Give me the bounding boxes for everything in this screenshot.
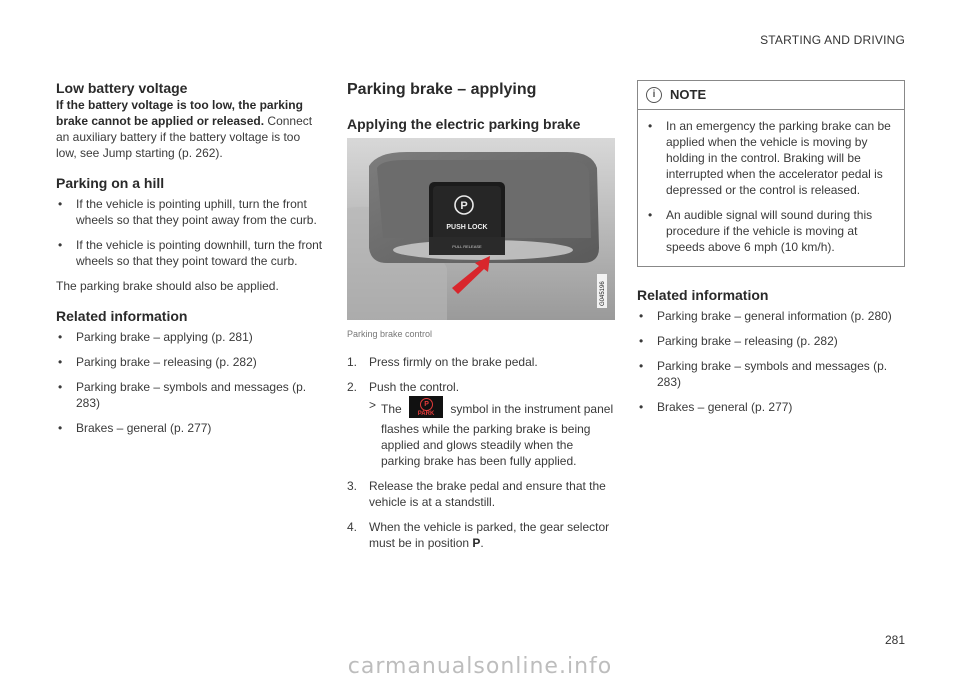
list-item: • If the vehicle is pointing downhill, turn the front wheels so that they point toward the curb. [56, 237, 324, 269]
step-text: Release the brake pedal and ensure that the vehicle is at a standstill. [369, 479, 606, 509]
list-item: • Parking brake – releasing (p. 282) [637, 333, 905, 349]
step-item [347, 354, 615, 370]
section-subtitle: Applying the electric parking brake [347, 116, 581, 132]
section-title: Parking brake – applying [347, 81, 537, 98]
parking-brake-figure [347, 138, 615, 320]
note-header [638, 81, 904, 110]
gear-position: P [472, 536, 481, 550]
step-end: . [480, 536, 484, 550]
low-battery-bold: If the battery voltage is too low, the parking brake cannot be applied or released. [56, 98, 303, 128]
step-text: Push the control. [369, 380, 460, 394]
parking-hill-note: The parking brake should also be applied. [56, 279, 279, 293]
result-marker: > [369, 398, 377, 412]
list-item: • Parking brake – symbols and messages (p. 283) [637, 358, 905, 390]
column-middle [347, 80, 615, 560]
related-info-heading-2: Related information [637, 287, 769, 303]
step-number: 1. [347, 355, 358, 369]
step-item [347, 379, 615, 395]
step-text: Press firmly on the brake pedal. [369, 355, 538, 369]
list-item: • Brakes – general (p. 277) [637, 399, 905, 415]
park-word: PARK [417, 411, 435, 417]
page-number: 281 [884, 633, 905, 647]
list-item: • Parking brake – general information (p. 280) [637, 308, 905, 324]
steps-list [347, 354, 615, 395]
step-number: 4. [347, 520, 358, 534]
list-item: • Brakes – general (p. 277) [56, 420, 324, 436]
low-battery-heading: Low battery voltage [56, 80, 188, 96]
note-title: NOTE [670, 87, 707, 102]
note-list [646, 118, 896, 255]
list-item: • An audible signal will sound during this procedure if the vehicle is moving at speeds above 6 mph (10 km/h). [646, 207, 896, 255]
list-item: • Parking brake – symbols and messages (p. 283) [56, 379, 324, 411]
column-right [637, 80, 905, 424]
low-battery-text: Connect an auxiliary battery if the battery voltage is too low, see Jump starting (p. 262). [56, 114, 313, 160]
watermark: carmanualsonline.info [347, 654, 613, 679]
result-pre: The [381, 402, 402, 417]
result-text: symbol in the instrument panel flashes while the parking brake is being applied and glows steadily when the parking brake has been fully applied. [381, 402, 614, 468]
list-item: • Parking brake – releasing (p. 282) [56, 354, 324, 370]
figure-caption: Parking brake control [347, 329, 433, 339]
step-text: When the vehicle is parked, the gear selector must be in position [369, 520, 610, 550]
parking-brake-illustration [347, 138, 615, 320]
step-item [347, 478, 615, 510]
list-item: • Parking brake – applying (p. 281) [56, 329, 324, 345]
step-item [347, 519, 615, 551]
parking-hill-heading: Parking on a hill [56, 175, 165, 191]
pull-release-label: PULL RELEASE [452, 244, 482, 249]
note-box [637, 80, 905, 267]
note-body [638, 110, 904, 266]
low-battery-paragraph [56, 97, 324, 161]
running-header: STARTING AND DRIVING [760, 33, 905, 47]
step-number: 3. [347, 479, 358, 493]
info-icon: i [646, 87, 662, 103]
steps-list-continued [347, 478, 615, 551]
figure-code: G045196 [600, 281, 606, 306]
related-info-list [56, 329, 324, 436]
related-info-list-2 [637, 308, 905, 415]
park-icon [409, 396, 443, 418]
list-item: • If the vehicle is pointing uphill, turn the front wheels so that they point away from the curb. [56, 196, 324, 228]
related-info-heading: Related information [56, 308, 188, 324]
column-left [56, 80, 324, 445]
park-p-glyph: P [420, 398, 433, 411]
step-number: 2. [347, 380, 358, 394]
parking-hill-list [56, 196, 324, 269]
push-lock-label: PUSH LOCK [446, 224, 488, 231]
list-item: • In an emergency the parking brake can be applied when the vehicle is moving by holding in the control. Braking will be interrupted when the accelerator pedal is depressed or the control is released. [646, 118, 896, 198]
step-result [369, 399, 615, 469]
p-symbol: P [460, 200, 468, 212]
